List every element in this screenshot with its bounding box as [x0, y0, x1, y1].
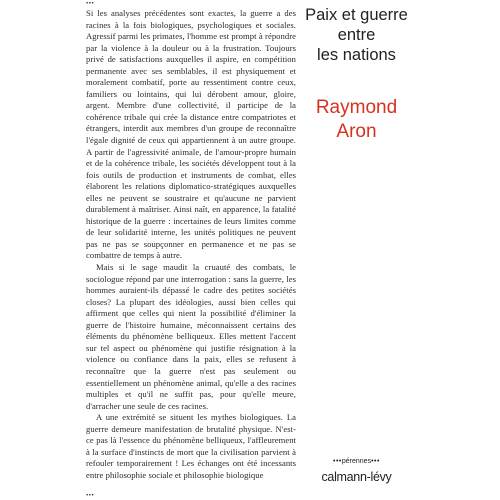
excerpt-column	[86, 1, 296, 499]
author-first-name: Raymond	[315, 97, 398, 118]
excerpt-paragraph-3: A une extrémité se situent les mythes biologiques. La guerre demeure manifestation de brutalité physique. N'est-ce pas là l'essence du phénomène belliqueux, l'affleurement à la surface d'instincts de mort que la civilisation parvient à refouler temporairement ! Les échanges ont été incessants entre philosophie sociale et philosophie biologique	[86, 412, 296, 480]
author-name	[296, 96, 417, 144]
author-last-name: Aron	[336, 121, 377, 142]
bullets-bottom: •••	[86, 492, 95, 499]
book-cover	[82, 0, 417, 500]
series-label	[296, 457, 417, 466]
bullets-top: •••	[86, 1, 95, 7]
book-title	[296, 5, 417, 65]
excerpt-paragraph-1: Si les analyses précédentes sont exactes, la guerre a des racines à la fois biologiques, psychologiques et sociales. Agressif parmi les primates, l'homme est prompt à répondre par la violence à la douleur ou à la frustration. Toujours privé de satisfactions auxquelles il aspire, en compétition permanente avec ses semblables, il est physiquement et moralement combatif, porte au ressentiment contre ceux, familiers ou lointains, qui lui dérobent amour, gloire, argent. Membre d'une collectivité, il participe de la cohérence tribale qui crée la distance entre compatriotes et étrangers, interdit aux membres d'un groupe de reconnaître l'égale dignité de ceux qui appartiennent à un autre groupe. A partir de l'agressivité animale, de l'amour-propre humain et de la cohérence tribale, les sociétés développent tout à la fois outils de production et instruments de combat, elles élaborent les relations diplomatico-stratégiques auxquelles elles ne peuvent se soustraire et qu'aucune ne parvient durablement à maîtriser. Ainsi naît, en apparence, la fatalité historique de la guerre : incertaines de leurs limites comme de leur solidarité interne, les unités politiques ne peuvent pas ne pas se soupçonner en permanence et ne pas se combattre de temps à autre.	[86, 8, 296, 261]
series-name: pérennes	[341, 458, 372, 465]
title-line-3: les nations	[317, 46, 396, 64]
series-dots-right: •••	[371, 458, 380, 465]
title-line-1: Paix et guerre	[305, 6, 408, 24]
publisher-name: calmann-lévy	[321, 470, 392, 484]
title-line-2: entre	[337, 26, 376, 44]
excerpt-text	[86, 8, 296, 481]
series-dots-left: •••	[333, 458, 342, 465]
excerpt-paragraph-2: Mais si le sage maudit la cruauté des combats, le sociologue répond par une interrogation : sans la guerre, les hommes auraient-ils dépassé le cadre des petites sociétés closes? La plupart des idéologies, aussi bien celles qui affirment que celles qui nient la possibilité d'éliminer la guerre de l'histoire humaine, méconnaissent certains des éléments du phénomène belliqueux. Elles mettent l'accent sur tel aspect ou phénomène qui justifie résignation à la violence ou confiance dans la paix, elles se refusent à reconnaître que la guerre n'est pas seulement ou essentiellement un phénomène animal, qu'elle a des racines multiples et qu'il ne suffit pas, pour qu'elle meure, d'arracher une seule de ces racines.	[86, 262, 296, 411]
title-panel	[296, 0, 417, 500]
